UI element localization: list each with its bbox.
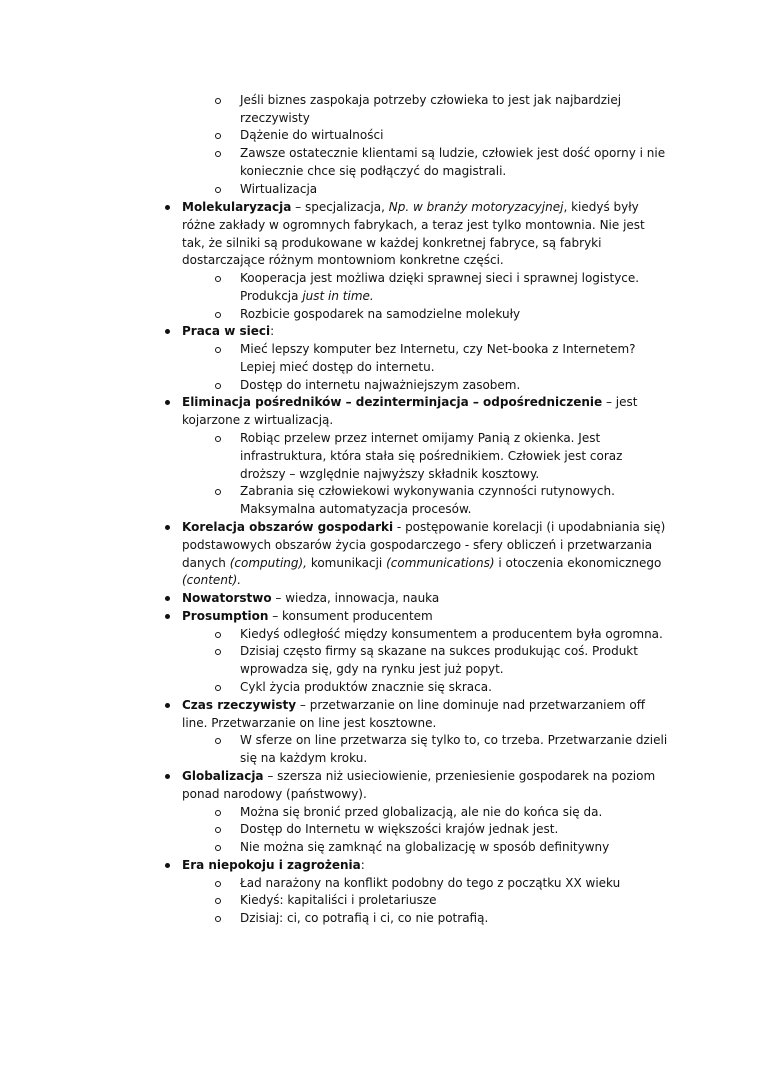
list-item: Można się bronić przed globalizacją, ale nie do końca się da. [240,805,603,819]
circle-bullet-icon [215,827,221,833]
disc-bullet-icon [165,596,170,601]
circle-bullet-icon [215,916,221,922]
list-item: Dążenie do wirtualności [240,128,384,142]
list-item: Prosumption – konsument producentem [182,609,433,623]
list-item: Molekularyzacja – specjalizacja, Np. w branży motoryzacyjnej, kiedyś były różne zakłady w ogromnych fabrykach, a teraz jest tylko montownia. Nie jest tak, że silniki są produkowane w każdej konkretnej fabryce, są fabryki dostarczające różnym montowniom konkretne części. [182,200,645,268]
list-item: Kiedyś odległość między konsumentem a producentem była ogromna. [240,627,663,641]
disc-bullet-icon [165,703,170,708]
circle-bullet-icon [215,276,221,282]
circle-bullet-icon [215,489,221,495]
list-item: Korelacja obszarów gospodarki - postępowanie korelacji (i upodabniania się) podstawowych obszarów życia gospodarczego - sfery obliczeń i przetwarzania danych (computing), komunikacji (communications) i otoczenia ekonomicznego (content). [182,520,666,588]
circle-bullet-icon [215,685,221,691]
list-item: Era niepokoju i zagrożenia: [182,858,365,872]
list-item: W sferze on line przetwarza się tylko to, co trzeba. Przetwarzanie dzieli się na każdym kroku. [240,733,668,765]
disc-bullet-icon [165,400,170,405]
circle-bullet-icon [215,881,221,887]
list-item: Kiedyś: kapitaliści i proletariusze [240,893,437,907]
disc-bullet-icon [165,614,170,619]
circle-bullet-icon [215,738,221,744]
circle-bullet-icon [215,347,221,353]
circle-bullet-icon [215,649,221,655]
list-item: Globalizacja – szersza niż usieciowienie, przeniesienie gospodarek na poziom ponad narodowy (państwowy). [182,769,656,801]
list-item: Praca w sieci: [182,324,275,338]
list-item: Kooperacja jest możliwa dzięki sprawnej sieci i sprawnej logistyce. Produkcja just in time. [240,271,640,303]
list-item: Dostęp do internetu najważniejszym zasobem. [240,378,521,392]
list-item: Nie można się zamknąć na globalizację w sposób definitywny [240,840,610,854]
circle-bullet-icon [215,98,221,104]
list-item: Cykl życia produktów znacznie się skraca. [240,680,492,694]
list-item: Mieć lepszy komputer bez Internetu, czy Net-booka z Internetem? Lepiej mieć dostęp do internetu. [240,342,636,374]
list-item: Zabrania się człowiekowi wykonywania czynności rutynowych. Maksymalna automatyzacja procesów. [240,484,615,516]
list-item: Ład narażony na konflikt podobny do tego z początku XX wieku [240,876,621,890]
circle-bullet-icon [215,898,221,904]
disc-bullet-icon [165,525,170,530]
circle-bullet-icon [215,383,221,389]
list-item: Zawsze ostatecznie klientami są ludzie, człowiek jest dość oporny i nie koniecznie chce się podłączyć do magistrali. [240,146,666,178]
circle-bullet-icon [215,436,221,442]
list-item: Wirtualizacja [240,182,318,196]
list-item: Nowatorstwo – wiedza, innowacja, nauka [182,591,440,605]
list-item: Jeśli biznes zaspokaja potrzeby człowieka to jest jak najbardziej rzeczywisty [240,93,622,125]
circle-bullet-icon [215,845,221,851]
list-item: Eliminacja pośredników – dezinterminjacja – odpośredniczenie – jest kojarzone z wirtualizacją. [182,395,638,427]
circle-bullet-icon [215,187,221,193]
disc-bullet-icon [165,863,170,868]
disc-bullet-icon [165,205,170,210]
list-item: Robiąc przelew przez internet omijamy Panią z okienka. Jest infrastruktura, która stała się pośrednikiem. Człowiek jest coraz droższy – względnie najwyższy składnik kosztowy. [240,431,623,481]
circle-bullet-icon [215,133,221,139]
disc-bullet-icon [165,329,170,334]
list-item: Dzisiaj często firmy są skazane na sukces produkując coś. Produkt wprowadza się, gdy na rynku jest już popyt. [240,644,638,676]
circle-bullet-icon [215,151,221,157]
circle-bullet-icon [215,810,221,816]
circle-bullet-icon [215,312,221,318]
list-item: Dostęp do Internetu w większości krajów jednak jest. [240,822,559,836]
list-item: Rozbicie gospodarek na samodzielne molekuły [240,307,521,321]
disc-bullet-icon [165,774,170,779]
circle-bullet-icon [215,632,221,638]
list-item: Dzisiaj: ci, co potrafią i ci, co nie potrafią. [240,911,489,925]
list-item: Czas rzeczywisty – przetwarzanie on line dominuje nad przetwarzaniem off line. Przetwarzanie on line jest kosztowne. [182,698,646,730]
